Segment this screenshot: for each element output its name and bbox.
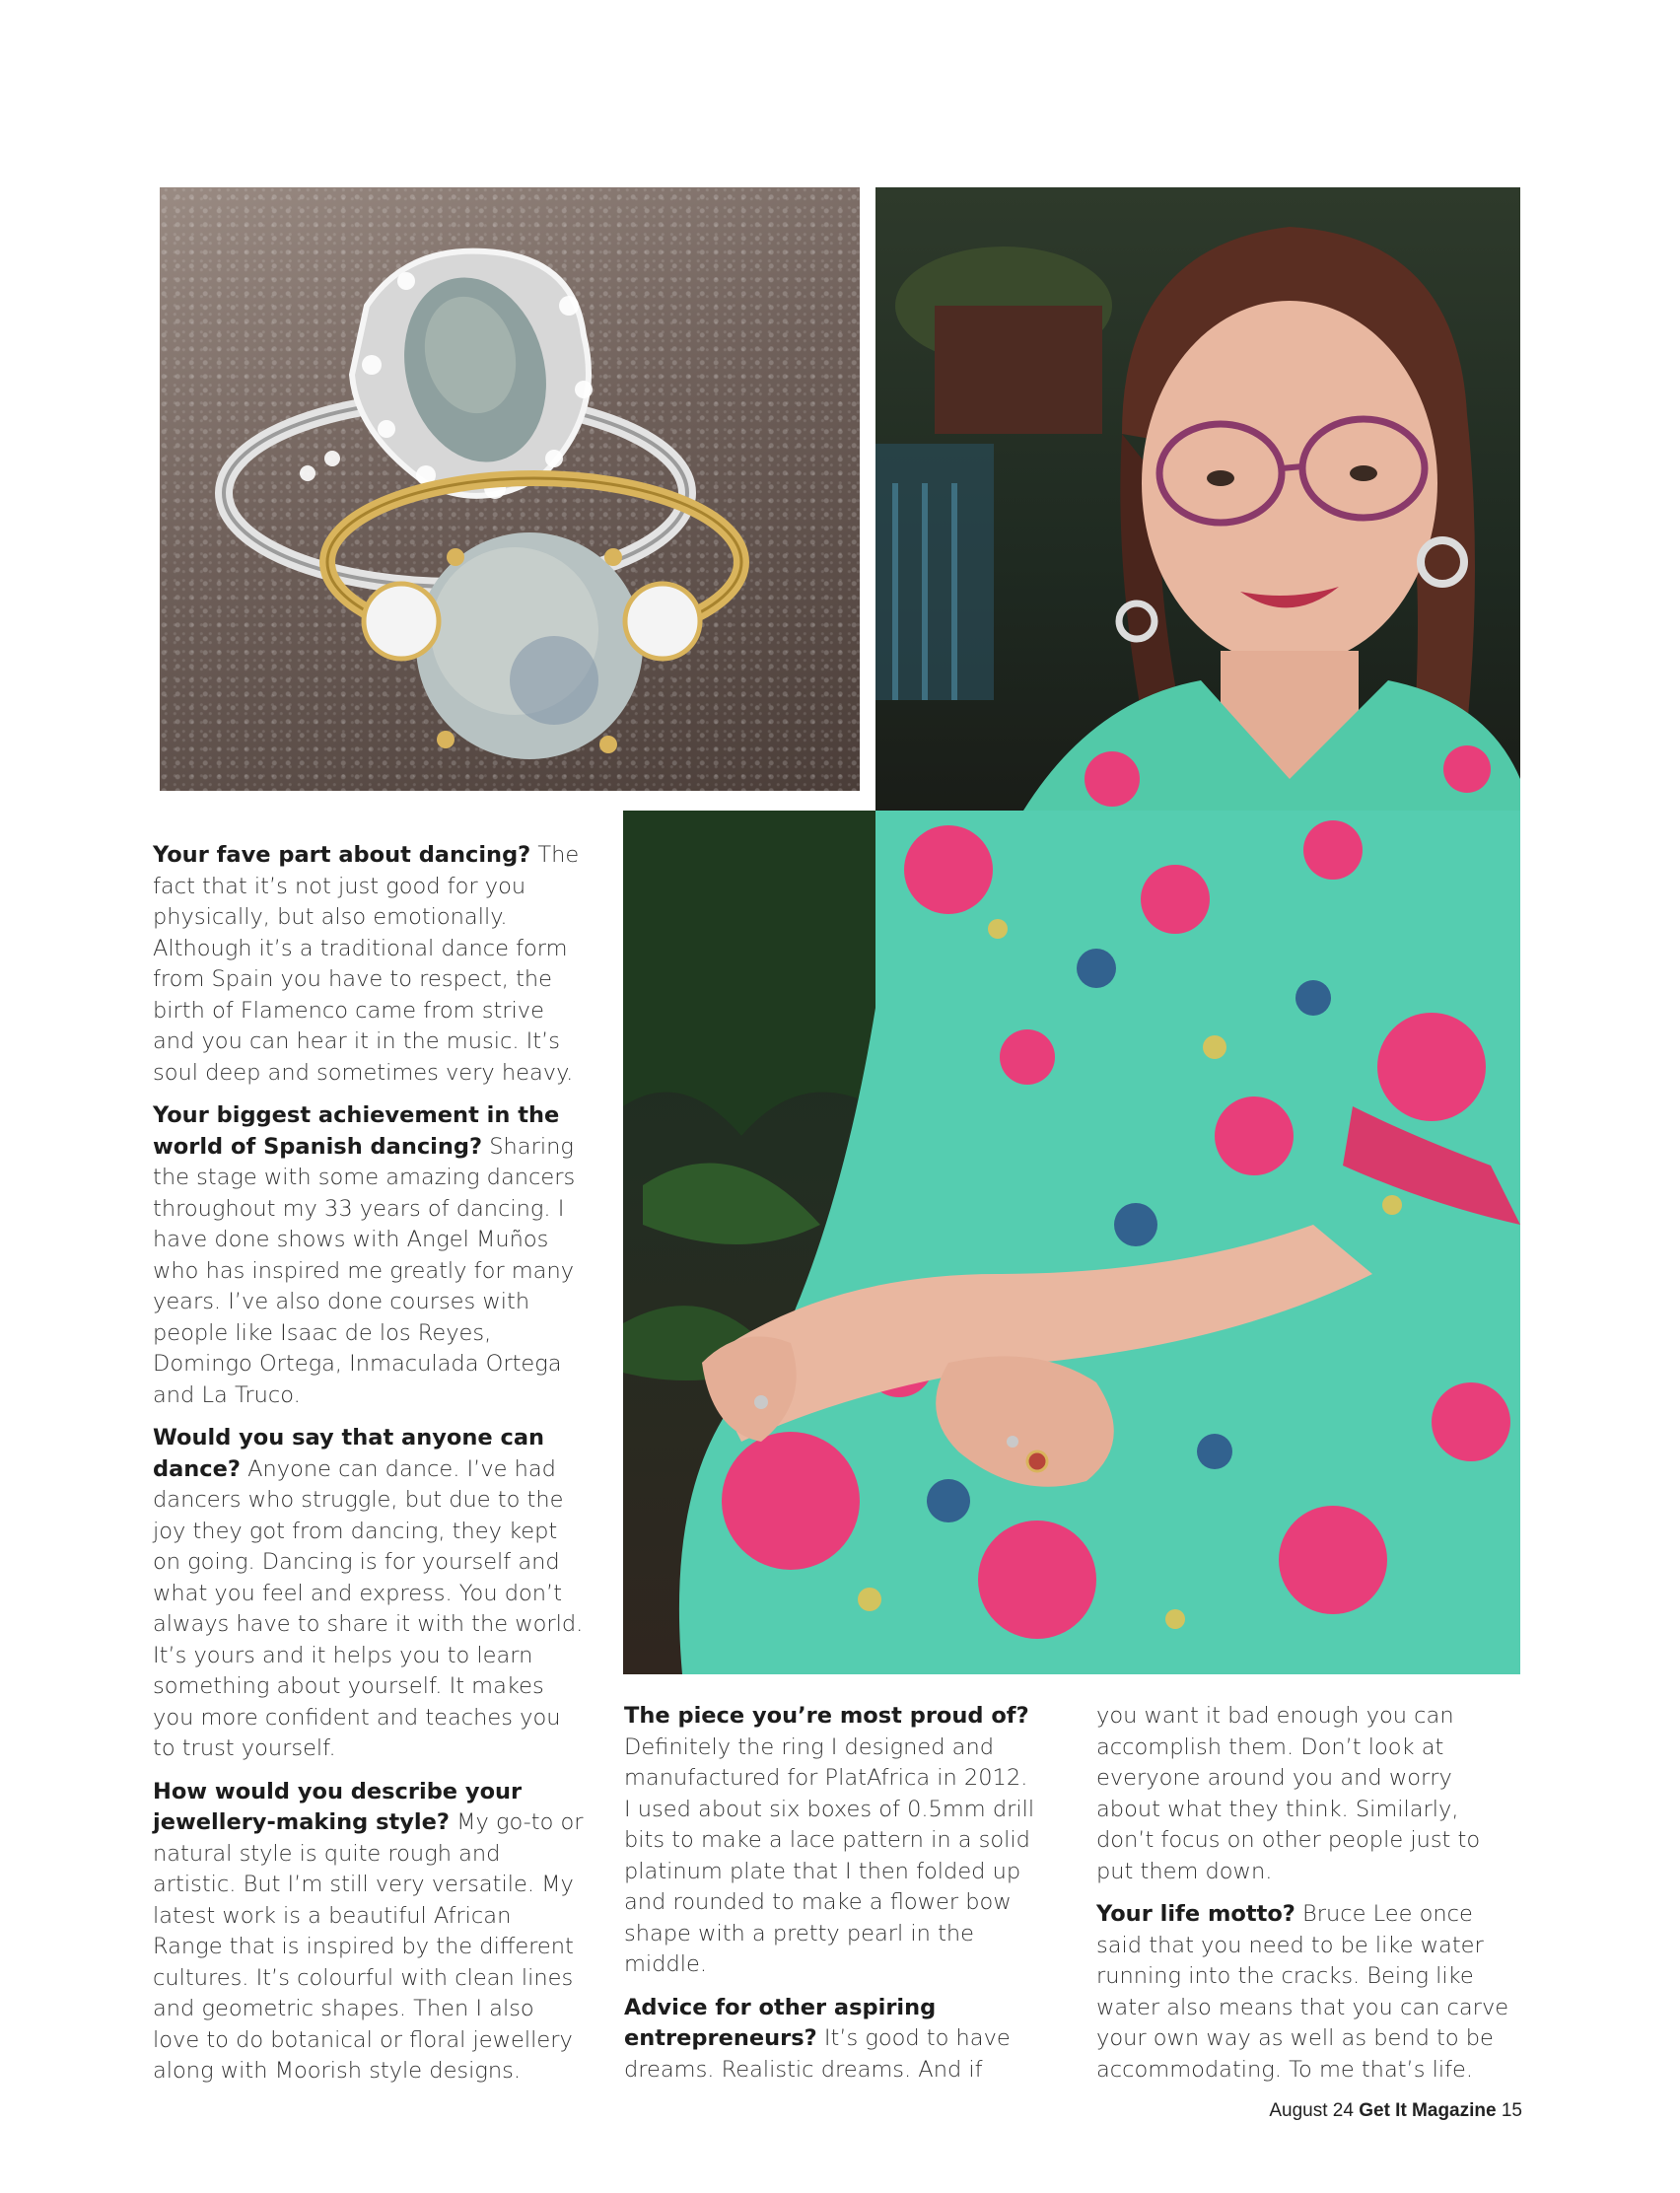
text-column-2 [624,1701,1038,2097]
answer: Bruce Lee once said that you need to be like water running into the cracks. Being like water also means that you can carve your own way as well as bend to be accommodating. To me that’s life. [1096,1901,1509,2083]
page-folio [1269,2100,1522,2122]
text-column-1 [153,840,587,2099]
rings-photo [160,187,860,791]
question: Your biggest achievement in the world of Spanish dancing? [153,1102,560,1160]
qa-jewellery-style [153,1777,587,2087]
qa-life-motto [1096,1899,1515,2086]
qa-advice-continued [1096,1701,1515,1887]
qa-biggest-achievement [153,1100,587,1411]
qa-advice-entrepreneurs [624,1993,1038,2087]
page-number: 15 [1501,2100,1522,2121]
qa-anyone-can-dance [153,1423,587,1765]
answer: It’s good to have dreams. Realistic dreams. And if [624,2025,1011,2083]
woman-portrait-photo-upper [875,187,1520,811]
question: Would you say that anyone can dance? [153,1425,545,1482]
question: Your fave part about dancing? [153,842,531,868]
issue-date: August 24 [1269,2100,1354,2121]
question: The piece you’re most proud of? [624,1703,1029,1729]
answer: My go-to or natural style is quite rough and artistic. But I’m still very versatile. My latest work is a beautiful African Range that is inspired by the different cultures. It’s colourful with clean lines and geometric shapes. Then I also love to do botanical or floral jewellery along with Moorish style designs. [153,1809,584,2084]
qa-proudest-piece [624,1701,1038,1981]
answer: you want it bad enough you can accomplish them. Don’t look at everyone around you and worry about what they think. Similarly, don’t focus on other people just to put them down. [1096,1703,1481,1884]
woman-portrait-photo-lower [623,811,1520,1674]
answer: Anyone can dance. I’ve had dancers who struggle, but due to the joy they got from dancing, they kept on going. Dancing is for yourself and what you feel and express. You don’t always have to share it with the world. It’s yours and it helps you to learn something about yourself. It makes you more confident and teaches you to trust yourself. [153,1455,584,1761]
answer: The fact that it’s not just good for you physically, but also emotionally. Although it’s a traditional dance form from Spain you have to respect, the birth of Flamenco came from strive and you can hear it in the music. It’s soul deep and sometimes very heavy. [153,842,580,1086]
question: Your life motto? [1096,1901,1295,1927]
question: How would you describe your jewellery-making style? [153,1778,523,1835]
magazine-name: Get It Magazine [1359,2100,1497,2121]
answer: Sharing the stage with some amazing dancers throughout my 33 years of dancing. I have done shows with Angel Muños who has inspired me greatly for many years. I’ve also done courses with people like Isaac de los Reyes, Domingo Ortega, Inmaculada Ortega and La Truco. [153,1133,576,1408]
qa-fave-part [153,840,587,1089]
question: Advice for other aspiring entrepreneurs? [624,1994,937,2051]
answer: Definitely the ring I designed and manufactured for PlatAfrica in 2012. I used about six boxes of 0.5mm drill bits to make a lace pattern in a solid platinum plate that I then folded up and rounded to make a flower bow shape with a pretty pearl in the middle. [624,1733,1035,1977]
text-column-3 [1096,1701,1515,2097]
